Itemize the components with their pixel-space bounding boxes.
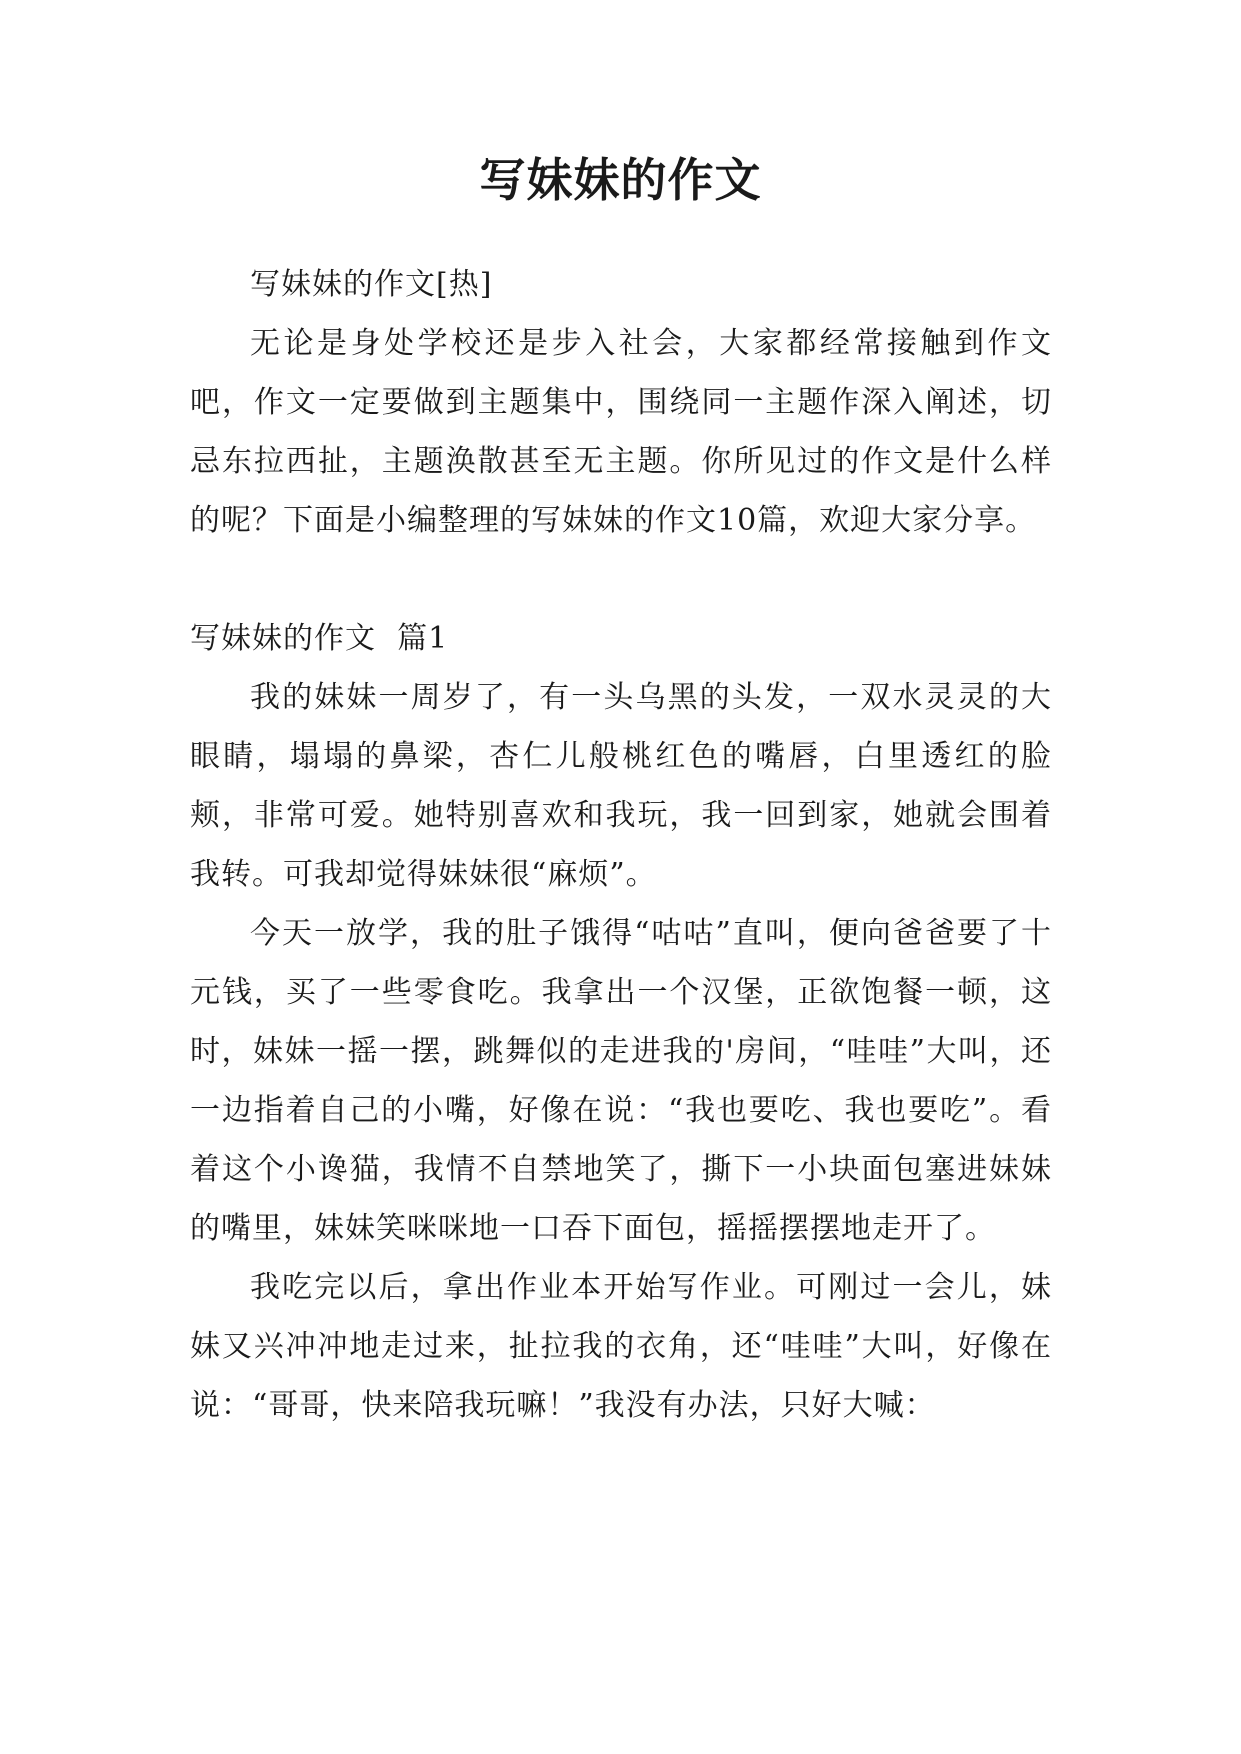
section-spacer xyxy=(190,550,1052,609)
intro-paragraph: 无论是身处学校还是步入社会，大家都经常接触到作文吧，作文一定要做到主题集中，围绕同一主题作深入阐述，切忌东拉西扯，主题涣散甚至无主题。你所见过的作文是什么样的呢？下面是小编整理的写妹妹的作文10篇，欢迎大家分享。 xyxy=(190,326,1052,538)
document-body xyxy=(190,255,1052,1435)
body-paragraph: 我的妹妹一周岁了，有一头乌黑的头发，一双水灵灵的大眼睛，塌塌的鼻梁，杏仁儿般桃红色的嘴唇，白里透红的脸颊，非常可爱。她特别喜欢和我玩，我一回到家，她就会围着我转。可我却觉得妹妹很“麻烦”。 xyxy=(190,680,1052,892)
document-title: 写妹妹的作文 xyxy=(479,153,762,207)
intro-subtitle: 写妹妹的作文[热] xyxy=(250,267,493,302)
section-heading: 写妹妹的作文 篇1 xyxy=(190,621,449,656)
body-paragraph: 我吃完以后，拿出作业本开始写作业。可刚过一会儿，妹妹又兴冲冲地走过来，扯拉我的衣角，还“哇哇”大叫，好像在说：“哥哥，快来陪我玩嘛！”我没有办法，只好大喊： xyxy=(190,1270,1052,1423)
body-paragraph: 今天一放学，我的肚子饿得“咕咕”直叫，便向爸爸要了十元钱，买了一些零食吃。我拿出一个汉堡，正欲饱餐一顿，这时，妹妹一摇一摆，跳舞似的走进我的'房间，“哇哇”大叫，还一边指着自己的小嘴，好像在说：“我也要吃、我也要吃”。看着这个小谗猫，我情不自禁地笑了，撕下一小块面包塞进妹妹的嘴里，妹妹笑咪咪地一口吞下面包，摇摇摆摆地走开了。 xyxy=(190,916,1052,1246)
